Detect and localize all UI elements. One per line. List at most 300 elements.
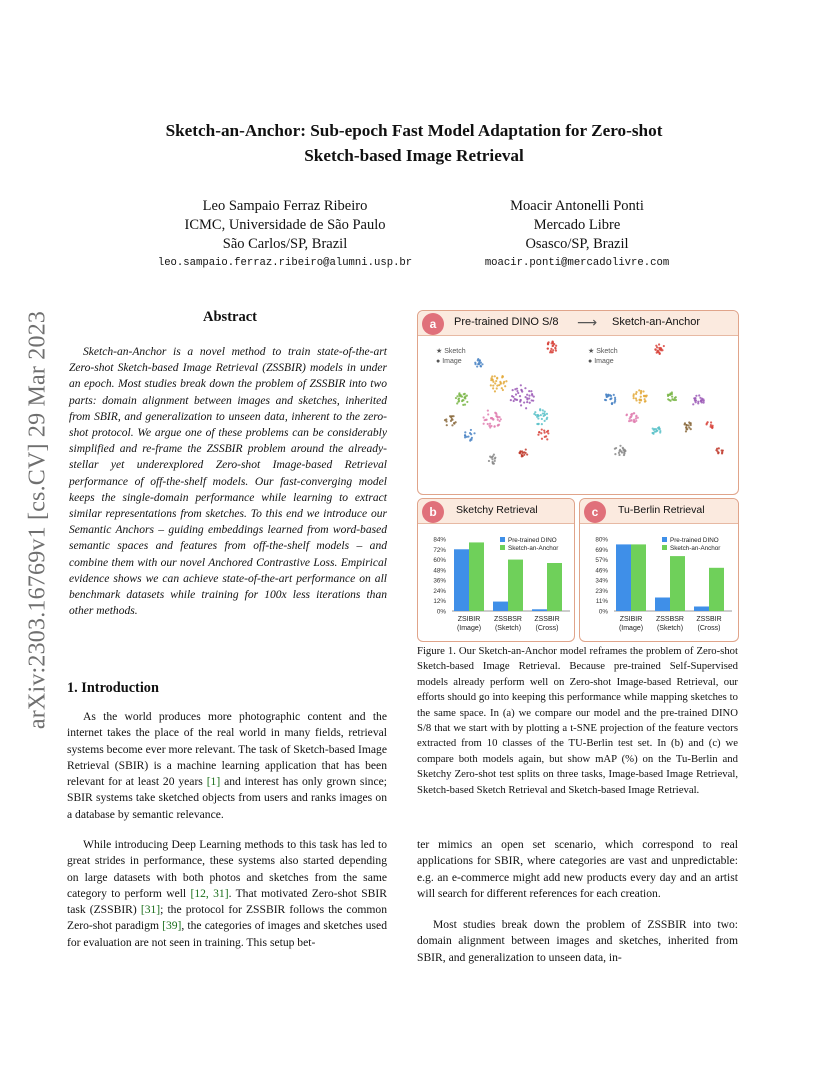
bar [694, 607, 709, 612]
tsne-point [547, 432, 549, 434]
tsne-point [640, 391, 642, 393]
tsne-point [520, 404, 522, 406]
tsne-point [528, 395, 530, 397]
tsne-point [464, 434, 466, 436]
tsne-point [613, 394, 615, 396]
tsne-point [474, 363, 476, 365]
tsne-point [695, 395, 697, 397]
tsne-point [487, 423, 489, 425]
tsne-point [464, 397, 466, 399]
tsne-point [685, 426, 687, 428]
tsne-point [466, 436, 468, 438]
panel-b-title: Sketchy Retrieval [456, 504, 538, 516]
bar [709, 568, 724, 611]
tsne-point [469, 440, 471, 442]
tsne-point [492, 384, 494, 386]
tsne-point [685, 430, 687, 432]
bar [616, 544, 631, 611]
tsne-point [702, 402, 704, 404]
tsne-point [483, 416, 485, 418]
tsne-point [655, 428, 657, 430]
bar [469, 542, 484, 611]
tsne-point [553, 343, 555, 345]
tsne-point [619, 445, 621, 447]
tsne-point [633, 421, 635, 423]
citation-link[interactable]: [39] [162, 919, 182, 933]
tsne-point [542, 409, 544, 411]
text-run: and interest has only grown since; SBIR systems take sketched objects from users and ranks images on a database by semantic relevance. [67, 775, 387, 821]
tsne-point [458, 393, 460, 395]
tsne-point [520, 451, 522, 453]
tsne-point [635, 418, 637, 420]
x-tick-label: ZSSBSR [655, 616, 685, 623]
tsne-point [632, 395, 634, 397]
tsne-point [476, 365, 478, 367]
tsne-point [633, 412, 635, 414]
tsne-point [611, 403, 613, 405]
tsne-point [669, 393, 671, 395]
tsne-point [692, 403, 694, 405]
tsne-point [604, 399, 606, 401]
tsne-point [496, 387, 498, 389]
tsne-point [487, 413, 489, 415]
tsne-point [488, 425, 490, 427]
panel-c-title: Tu-Berlin Retrieval [618, 504, 705, 516]
tsne-point [546, 438, 548, 440]
tsne-point [685, 428, 687, 430]
intro-paragraph-4: Most studies break down the problem of ZSSBIR into two: domain alignment between images and sketches, inherited from SBIR, and generalization to unseen data, in- [417, 918, 738, 964]
tsne-point [531, 399, 533, 401]
arxiv-stamp [18, 300, 58, 740]
tsne-point [695, 401, 697, 403]
tsne-point [456, 402, 458, 404]
y-tick-label: 60% [433, 557, 446, 565]
tsne-point [542, 412, 544, 414]
tsne-point [512, 389, 514, 391]
tsne-point [458, 400, 460, 402]
tsne-point [510, 399, 512, 401]
tsne-point [528, 390, 530, 392]
tsne-point [539, 408, 541, 410]
y-tick-label: 0% [436, 608, 446, 616]
panel-b-badge: b [422, 501, 444, 523]
y-tick-label: 72% [433, 546, 446, 554]
tsne-point [655, 430, 657, 432]
figure-caption: Figure 1. Our Sketch-an-Anchor model reframes the problem of Zero-shot Sketch-based Image Retrieval. Because pre-trained Self-Supervised models already perform well on Zero-shot Image-based Retrieval, our efforts should go into keeping this performance while mapping sketches to the same space. In (a) we compare our model and the pre-trained DINO S/8 that we start with by plotting a t-SNE projection of the feature vectors extracted from 10 classes of the TU-Berlin test set. In (b) and (c) we compare both models again, but show mAP (%) on the Tu-Berlin and Sketchy Zero-shot test splits on three tasks, Image-based Image Retrieval, Sketch-based Sketch Retrieval and Sketch-based Image Retrieval. [417, 645, 738, 796]
bar [454, 549, 469, 611]
panel-a-badge: a [422, 313, 444, 335]
tsne-point [658, 347, 660, 349]
tsne-point [687, 424, 689, 426]
tsne-point [624, 450, 626, 452]
tsne-point [526, 401, 528, 403]
tsne-point [523, 401, 525, 403]
citation-link[interactable]: [31] [140, 903, 161, 917]
tsne-point [537, 434, 539, 436]
tsne-point [635, 420, 637, 422]
tsne-point [552, 341, 554, 343]
tsne-point [642, 390, 644, 392]
tsne-point [715, 449, 717, 451]
y-tick-label: 11% [595, 598, 608, 606]
tsne-point [657, 351, 659, 353]
tsne-point [541, 423, 543, 425]
tsne-point [721, 451, 723, 453]
tsne-point [699, 397, 701, 399]
tsne-point [494, 382, 496, 384]
section-heading-introduction: 1. Introduction [67, 680, 159, 696]
tsne-point [479, 365, 481, 367]
bar [655, 598, 670, 612]
legend-image [436, 357, 466, 367]
x-tick-label: (Image) [618, 625, 644, 632]
tsne-point [675, 396, 677, 398]
tsne-point [541, 418, 543, 420]
tsne-point [516, 390, 518, 392]
legend-sketch [588, 347, 618, 357]
tsne-point [515, 393, 517, 395]
tsne-point [516, 388, 518, 390]
legend-swatch [662, 537, 667, 542]
tsne-point [520, 384, 522, 386]
y-tick-label: 0% [598, 608, 608, 616]
tsne-point [505, 380, 507, 382]
tsne-point [684, 422, 686, 424]
tsne-point [631, 419, 633, 421]
tsne-point [521, 391, 523, 393]
tsne-point [501, 375, 503, 377]
text-run: . That motivated Zero-shot SBIR task (ZSSBIR) [67, 886, 387, 917]
star-icon: ★ [588, 348, 595, 355]
tsne-point [531, 393, 533, 395]
tsne-point [499, 420, 501, 422]
panel-a-right-title: Sketch-an-Anchor [612, 316, 701, 328]
tsne-point [638, 389, 640, 391]
tsne-point [478, 361, 480, 363]
tsne-point [524, 387, 526, 389]
tsne-point [519, 401, 521, 403]
tsne-point [516, 399, 518, 401]
text-run: While introducing Deep Learning methods to this task has led to great strides in performance, these systems also started depending on large datasets with both photos and sketches from the same category to perform well [67, 838, 387, 900]
tsne-point [541, 438, 543, 440]
tsne-point [718, 451, 720, 453]
tsne-point [497, 416, 499, 418]
tsne-point [656, 346, 658, 348]
tsne-point [524, 452, 526, 454]
legend-label: Sketch [596, 348, 618, 355]
panel-a-header [418, 311, 738, 336]
tsne-point [450, 416, 452, 418]
tsne-point [514, 398, 516, 400]
tsne-point [660, 348, 662, 350]
x-tick-label: ZSSBSR [493, 616, 523, 623]
tsne-point [461, 400, 463, 402]
tsne-point [456, 395, 458, 397]
tsne-point [529, 402, 531, 404]
tsne-point [554, 347, 556, 349]
tsne-point [706, 422, 708, 424]
tsne-point [635, 415, 637, 417]
tsne-point [685, 424, 687, 426]
bar [532, 609, 547, 611]
tsne-point [667, 394, 669, 396]
tsne-point [494, 390, 496, 392]
y-tick-label: 69% [595, 546, 608, 554]
tsne-point [526, 397, 528, 399]
tsne-point [517, 392, 519, 394]
tsne-point [544, 436, 546, 438]
dot-icon: ● [436, 358, 441, 365]
tsne-point [544, 411, 546, 413]
x-tick-label: ZSSBIR [696, 616, 722, 623]
tsne-point [495, 380, 497, 382]
tsne-point [655, 349, 657, 351]
tsne-point [498, 384, 500, 386]
tsne-point [497, 419, 499, 421]
x-tick-label: (Image) [456, 625, 482, 632]
tsne-point [547, 348, 549, 350]
legend-label: Sketch [444, 348, 466, 355]
y-tick-label: 34% [595, 577, 608, 585]
tsne-point [688, 427, 690, 429]
tsne-point [635, 399, 637, 401]
tsne-point [502, 382, 504, 384]
legend-label: Sketch-an-Anchor [670, 545, 721, 552]
tsne-point [721, 449, 723, 451]
abstract-text: Sketch-an-Anchor is a novel method to train state-of-the-art Zero-shot Sketch-based Image Retrieval (ZSSBIR) models in under an epoch. Most studies break down the problem of ZSSBIR into two parts: domain alignment between images and sketches, inherited from SBIR, and generalization to unseen data, inherent to the zero-shot protocol. We argue one of these problems can be considerably simplified and re-frame the ZSSBIR problem around the already-stellar yet underexplored Zero-shot Image-based Retrieval performance of off-the-shelf models. Our fast-converging model keeps the single-domain performance while learning to extract similar representations from sketches. To this end we introduce our Semantic Anchors – guiding embeddings learned from word-based semantic spaces and features from off-the-shelf models – and combine them with our novel Anchored Contrastive Loss. Empirical evidence shows we can achieve state-of-the-art performance on all benchmark datasets while training for 100x less iterations than other methods. [69, 346, 387, 618]
tsne-point [490, 377, 492, 379]
tsne-point [463, 393, 465, 395]
author-affiliation: Mercado Libre [533, 217, 621, 233]
x-tick-label: ZSIBIR [619, 616, 643, 623]
tsne-point [669, 400, 671, 402]
tsne-point [526, 394, 528, 396]
bar [670, 556, 685, 611]
tsne-point [663, 345, 665, 347]
author-location: Osasco/SP, Brazil [525, 236, 629, 252]
tsne-point [526, 453, 528, 455]
intro-paragraph-3: ter mimics an open set scenario, which correspond to real applications for SBIR, where categories are vast and unpredictable: e.g. an e-commerce might add new products every day and an artist will search for different references for each creation. [417, 838, 738, 900]
tsne-point [690, 422, 692, 424]
tsne-point [630, 416, 632, 418]
tsne-point [550, 348, 552, 350]
tsne-legend-right [588, 347, 618, 367]
legend-image [588, 357, 618, 367]
tsne-point [659, 353, 661, 355]
tsne-point [623, 453, 625, 455]
legend-label: Image [594, 358, 614, 365]
tsne-legend-left [436, 347, 466, 367]
tsne-point [470, 429, 472, 431]
tsne-point [481, 363, 483, 365]
star-icon: ★ [436, 348, 443, 355]
y-tick-label: 46% [595, 567, 608, 575]
legend-swatch [662, 545, 667, 550]
tsne-point [498, 416, 500, 418]
tsne-point [544, 420, 546, 422]
legend-label: Pre-trained DINO [508, 537, 557, 544]
y-tick-label: 80% [595, 536, 608, 544]
tsne-point [492, 381, 494, 383]
tsne-point [498, 424, 500, 426]
title-line-2: Sketch-based Image Retrieval [304, 146, 524, 165]
chart-sketchy [418, 525, 574, 639]
tsne-point [530, 390, 532, 392]
figure-1 [417, 310, 739, 642]
tsne-point [646, 395, 648, 397]
legend-sketch [436, 347, 466, 357]
text-run: ; the protocol for ZSSBIR follows the common Zero-shot paradigm [67, 903, 388, 933]
author-email: moacir.ponti@mercadolivre.com [484, 257, 670, 269]
tsne-point [546, 413, 548, 415]
x-tick-label: ZSIBIR [457, 616, 481, 623]
tsne-point [700, 400, 702, 402]
tsne-point [487, 409, 489, 411]
citation-link[interactable]: [1] [206, 775, 221, 789]
tsne-point [538, 431, 540, 433]
tsne-point [535, 414, 537, 416]
tsne-point [451, 418, 453, 420]
tsne-point [712, 425, 714, 427]
tsne-point [673, 399, 675, 401]
panel-b-sketchy [417, 498, 575, 642]
tsne-point [659, 431, 661, 433]
tsne-point [614, 397, 616, 399]
tsne-point [606, 396, 608, 398]
tsne-point [614, 453, 616, 455]
tsne-point [492, 419, 494, 421]
y-tick-label: 23% [595, 587, 608, 595]
legend-label: Pre-trained DINO [670, 537, 719, 544]
tsne-point [658, 343, 660, 345]
tsne-point [552, 349, 554, 351]
tsne-point [658, 427, 660, 429]
tsne-point [609, 394, 611, 396]
tsne-point [619, 450, 621, 452]
tsne-point [502, 389, 504, 391]
tsne-point [489, 456, 491, 458]
y-tick-label: 48% [433, 567, 446, 575]
x-tick-label: ZSSBIR [534, 616, 560, 623]
tsne-point [494, 375, 496, 377]
tsne-point [451, 424, 453, 426]
tsne-point [635, 391, 637, 393]
tsne-point [628, 420, 630, 422]
tsne-point [544, 414, 546, 416]
tsne-point [492, 387, 494, 389]
tsne-point [486, 419, 488, 421]
tsne-point [489, 423, 491, 425]
author-name: Leo Sampaio Ferraz Ribeiro [202, 198, 368, 214]
intro-paragraph-1 [67, 709, 387, 823]
text-run: As the world produces more photographic content and the internet takes the place of the real world in many fields, retrieval systems become ever more relevant. The task of Sketch-based Image Retrieval (SBIR) is a machine learning application that has been relevant for at least 20 years [67, 710, 387, 789]
citation-link[interactable]: [12, 31] [190, 886, 229, 900]
tsne-point [494, 425, 496, 427]
tsne-point [453, 422, 455, 424]
tsne-point [544, 432, 546, 434]
tsne-point [540, 414, 542, 416]
tsne-point [495, 413, 497, 415]
x-tick-label: (Cross) [697, 625, 721, 632]
tsne-point [640, 396, 642, 398]
arrow-right-icon: ⟶ [577, 314, 598, 330]
tsne-point [488, 460, 490, 462]
tsne-point [555, 349, 557, 351]
tsne-point [525, 448, 527, 450]
tsne-point [494, 460, 496, 462]
tsne-point [635, 397, 637, 399]
tsne-point [546, 417, 548, 419]
x-tick-label: (Cross) [535, 625, 559, 632]
tsne-point [455, 397, 457, 399]
tsne-point [477, 358, 479, 360]
bar [547, 563, 562, 611]
tsne-point [513, 400, 515, 402]
tsne-point [694, 397, 696, 399]
y-tick-label: 84% [433, 536, 446, 544]
tsne-point [499, 381, 501, 383]
tsne-point [538, 423, 540, 425]
legend-swatch [500, 545, 505, 550]
tsne-point [640, 399, 642, 401]
tsne-point [483, 423, 485, 425]
tsne-point [618, 452, 620, 454]
intro-paragraph-2 [67, 837, 387, 951]
tsne-point [652, 432, 654, 434]
panel-c-badge: c [584, 501, 606, 523]
tsne-point [633, 397, 635, 399]
tsne-point [605, 393, 607, 395]
y-tick-label: 24% [433, 587, 446, 595]
tsne-point [444, 419, 446, 421]
tsne-point [547, 343, 549, 345]
dot-icon: ● [588, 358, 593, 365]
tsne-point [543, 429, 545, 431]
paper-title [100, 118, 728, 168]
tsne-point [698, 394, 700, 396]
title-line-1: Sketch-an-Anchor: Sub-epoch Fast Model Adaptation for Zero-shot [165, 121, 663, 140]
bar [631, 544, 646, 611]
abstract-heading: Abstract [203, 309, 257, 325]
author-name: Moacir Antonelli Ponti [510, 198, 644, 214]
author-location: São Carlos/SP, Brazil [222, 236, 348, 252]
tsne-point [718, 447, 720, 449]
x-tick-label: (Sketch) [656, 625, 684, 632]
tsne-point [461, 395, 463, 397]
tsne-point [671, 396, 673, 398]
y-tick-label: 57% [595, 557, 608, 565]
panel-a-tsne [417, 310, 739, 495]
tsne-point [710, 421, 712, 423]
author-block-2 [449, 197, 705, 269]
tsne-point [639, 402, 641, 404]
author-email: leo.sampaio.ferraz.ribeiro@alumni.usp.br [157, 257, 413, 269]
tsne-point [471, 437, 473, 439]
tsne-point [621, 451, 623, 453]
tsne-point [522, 455, 524, 457]
tsne-point [462, 404, 464, 406]
tsne-point [533, 396, 535, 398]
legend-label: Sketch-an-Anchor [508, 545, 559, 552]
tsne-point [610, 397, 612, 399]
tsne-point [525, 407, 527, 409]
bar [508, 560, 523, 611]
tsne-point [490, 417, 492, 419]
tsne-point [618, 454, 620, 456]
tsne-point [538, 415, 540, 417]
tsne-point [504, 385, 506, 387]
tsne-point [446, 424, 448, 426]
